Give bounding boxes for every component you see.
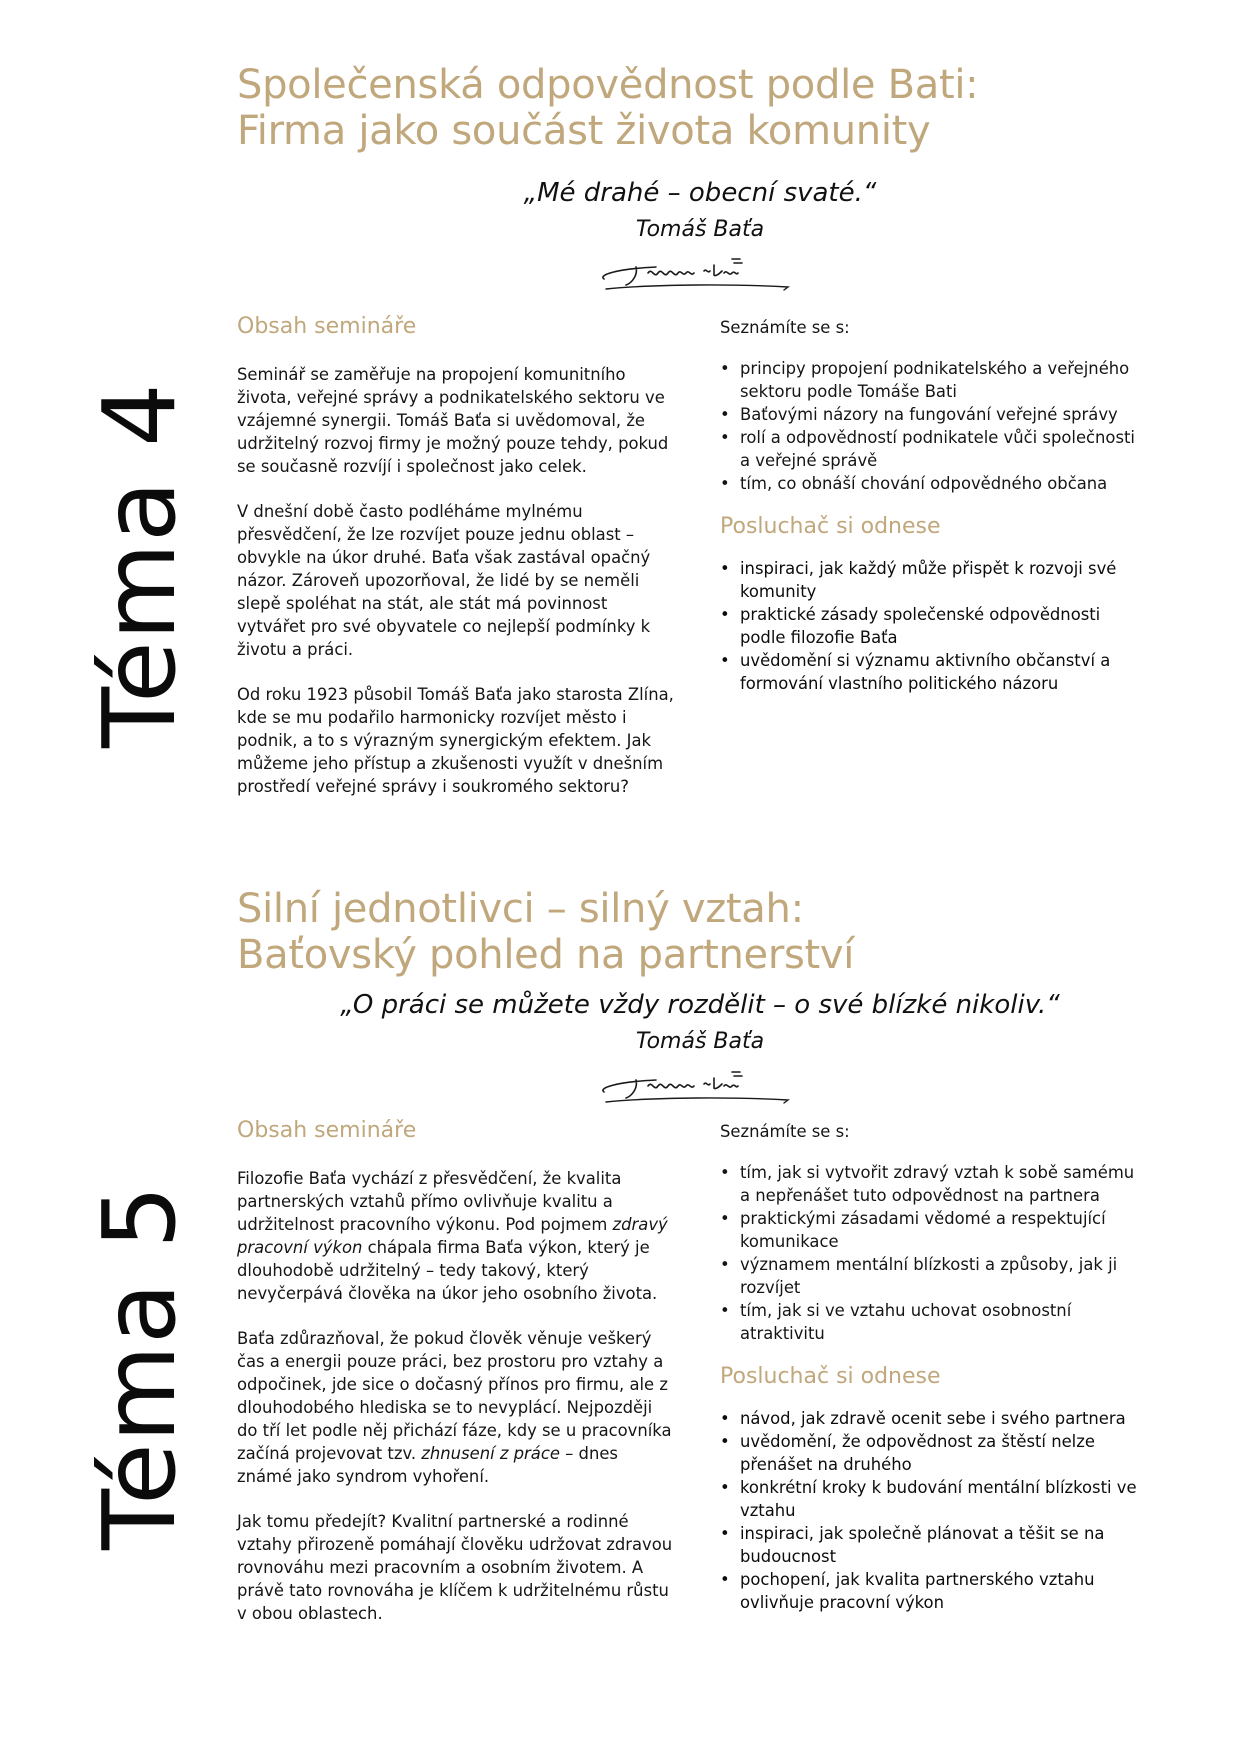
body-paragraph: [237, 1327, 677, 1488]
section-heading: Obsah semináře: [237, 1118, 417, 1143]
learn-list: [720, 357, 1140, 495]
learn-intro: Seznámíte se s:: [720, 1122, 850, 1141]
seminar-content-column: [237, 1117, 677, 1647]
seminar-content-column: [237, 313, 677, 820]
list-item: • konkrétní kroky k budování mentální blízkosti ve vztahu: [720, 1476, 1140, 1522]
list-item: • rolí a odpovědností podnikatele vůči společnosti a veřejné správě: [720, 426, 1140, 472]
quote: „O práci se můžete vždy rozdělit – o své blízké nikoliv.“: [340, 990, 1060, 1020]
list-item: • tím, jak si vytvořit zdravý vztah k sobě samému a nepřenášet tuto odpovědnost na partnera: [720, 1161, 1140, 1207]
learn-list: [720, 1161, 1140, 1345]
paragraph-text: Jak tomu předejít? Kvalitní partnerské a rodinné vztahy přirozeně pomáhají člověku udržovat zdravou rovnováhu mezi pracovním a osobním životem. A právě tato rovnováha je klíčem k udržitelnému růstu v obou oblastech.: [237, 1512, 673, 1623]
takeaway-list: [720, 1407, 1140, 1614]
topic-title-line: Společenská odpovědnost podle Bati:: [237, 62, 979, 108]
topic-title-line: Silní jednotlivci – silný vztah:: [237, 886, 804, 932]
learn-and-takeaway-column: [720, 316, 1140, 695]
learn-and-takeaway-column: [720, 1120, 1140, 1614]
topic-title: [237, 62, 1137, 154]
paragraph-text: – dnes známé jako syndrom vyhoření.: [237, 1444, 618, 1486]
list-item: • uvědomění si významu aktivního občanství a formování vlastního politického názoru: [720, 649, 1140, 695]
paragraph-text: Baťa zdůrazňoval, že pokud člověk věnuje veškerý čas a energii pouze práci, bez prostoru pro vztahy a odpočinek, jde sice o dočasný přínos pro firmu, ale z dlouhodobého hlediska se to nevyplácí. Nejpozději do tří let podle něj přichází fáze, kdy se u pracovníka začíná projevovat tzv.: [237, 1329, 672, 1463]
quote: „Mé drahé – obecní svaté.“: [523, 178, 877, 208]
quote-author: Tomáš Baťa: [635, 217, 765, 242]
body-paragraph: [237, 1510, 677, 1625]
signature-icon: [596, 253, 796, 293]
topic-number-label: Téma 4: [81, 382, 198, 748]
topic-number-label: Téma 5: [81, 1184, 198, 1550]
topic-5-section: [0, 830, 1240, 1754]
topic-title-line: Baťovský pohled na partnerství: [237, 932, 855, 978]
list-item: • návod, jak zdravě ocenit sebe i svého partnera: [720, 1407, 1140, 1430]
paragraph-text: Filozofie Baťa vychází z přesvědčení, že kvalita partnerských vztahů přímo ovlivňuje kvalitu a udržitelnost pracovního výkonu. Pod pojmem: [237, 1169, 622, 1234]
topic-title: [237, 886, 1137, 978]
list-item: • významem mentální blízkosti a způsoby, jak ji rozvíjet: [720, 1253, 1140, 1299]
learn-intro: Seznámíte se s:: [720, 318, 850, 337]
list-item: • praktické zásady společenské odpovědnosti podle filozofie Baťa: [720, 603, 1140, 649]
body-paragraph: Seminář se zaměřuje na propojení komunitního života, veřejné správy a podnikatelského sektoru ve vzájemné synergii. Tomáš Baťa si uvědomoval, že udržitelný rozvoj firmy je možný pouze tehdy, pokud se současně rozvíjí i společnost jako celek.: [237, 365, 669, 476]
body-paragraph: V dnešní době často podléháme mylnému přesvědčení, že lze rozvíjet pouze jednu oblast – obvykle na úkor druhé. Baťa však zastával opačný názor. Zároveň upozorňoval, že lidé by se neměli slepě spoléhat na stát, ale stát má povinnost vytvářet pro své obyvatele co nejlepší podmínky k životu a práci.: [237, 502, 651, 659]
body-paragraph: [237, 1167, 677, 1305]
emphasis-text: zdravý pracovní výkon: [237, 1215, 668, 1257]
section-heading: Posluchač si odnese: [720, 514, 941, 539]
list-item: • pochopení, jak kvalita partnerského vztahu ovlivňuje pracovní výkon: [720, 1568, 1140, 1614]
list-item: • uvědomění, že odpovědnost za štěstí nelze přenášet na druhého: [720, 1430, 1140, 1476]
section-heading: Obsah semináře: [237, 314, 417, 339]
list-item: • tím, co obnáší chování odpovědného občana: [720, 472, 1140, 495]
list-item: • praktickými zásadami vědomé a respektující komunikace: [720, 1207, 1140, 1253]
list-item: • Baťovými názory na fungování veřejné správy: [720, 403, 1140, 426]
topic-4-section: [0, 0, 1240, 830]
list-item: • tím, jak si ve vztahu uchovat osobnostní atraktivitu: [720, 1299, 1140, 1345]
topic-title-line: Firma jako součást života komunity: [237, 108, 931, 154]
takeaway-list: [720, 557, 1140, 695]
list-item: • inspiraci, jak společně plánovat a těšit se na budoucnost: [720, 1522, 1140, 1568]
signature-icon: [596, 1066, 796, 1106]
list-item: • inspiraci, jak každý může přispět k rozvoji své komunity: [720, 557, 1140, 603]
emphasis-text: zhnusení z práce: [421, 1444, 560, 1463]
section-heading: Posluchač si odnese: [720, 1364, 941, 1389]
paragraph-text: chápala firma Baťa výkon, který je dlouhodobě udržitelný – tedy takový, který nevyčerpává člověka na úkor jeho osobního života.: [237, 1238, 658, 1303]
body-paragraph: Od roku 1923 působil Tomáš Baťa jako starosta Zlína, kde se mu podařilo harmonicky rozvíjet město i podnik, a to s výrazným synergickým efektem. Jak můžeme jeho přístup a zkušenosti využít v dnešním prostředí veřejné správy i soukromého sektoru?: [237, 685, 674, 796]
quote-author: Tomáš Baťa: [635, 1029, 765, 1054]
list-item: • principy propojení podnikatelského a veřejného sektoru podle Tomáše Bati: [720, 357, 1140, 403]
